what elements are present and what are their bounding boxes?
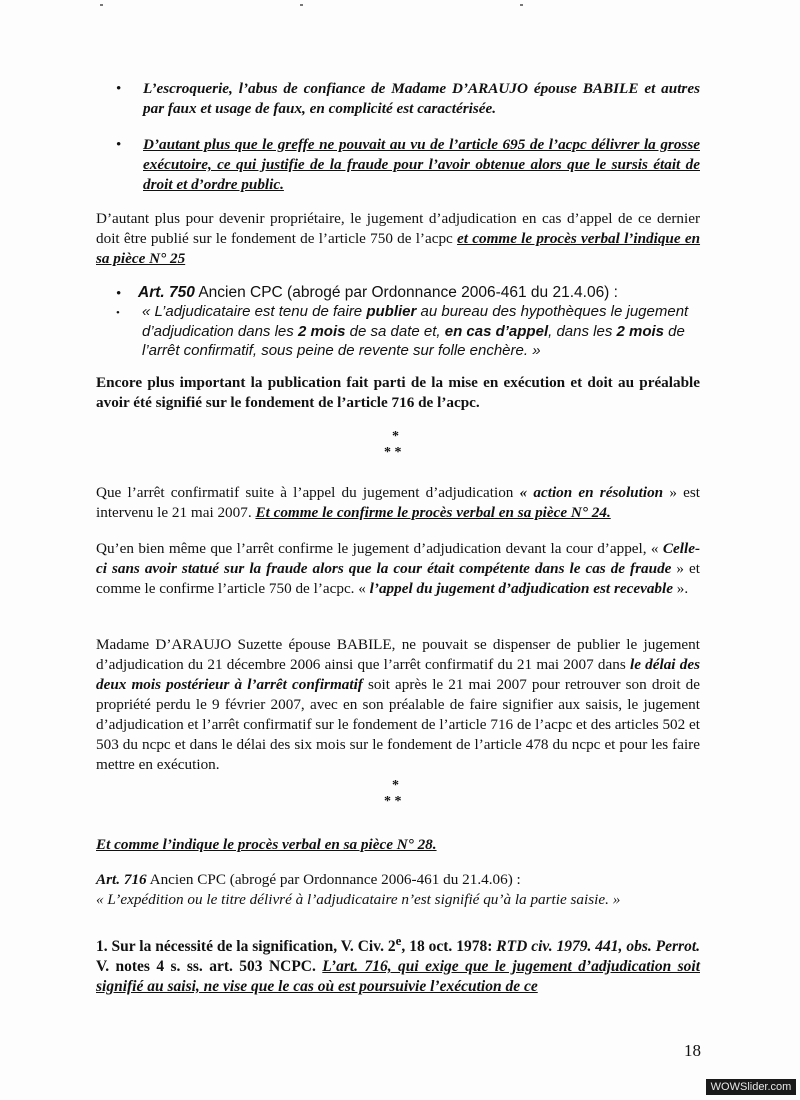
quote-part: « L’adjudicataire est tenu de faire bbox=[142, 303, 367, 320]
paragraph-text: D’autant plus pour devenir propriétaire, le jugement d’adjudication en cas d’appel de ce dernier doit être publié sur le fondement de l’article 750 de l’acpc bbox=[96, 210, 700, 247]
quote-part: de l’arrêt confirmatif, sous peine de revente sur folle enchère. » bbox=[142, 322, 685, 359]
quote-part: en cas d’appel bbox=[444, 322, 549, 340]
bullet-escroquerie: L’escroquerie, l’abus de confiance de Madame D’ARAUJO épouse BABILE et autres par faux et usage de faux, en complicité est caractérisée. bbox=[143, 80, 700, 117]
text-part: Madame D’ARAUJO Suzette épouse BABILE, ne pouvait se dispenser de publier le jugement d’adjudication du 21 décembre 2006 ainsi que l’arrêt confirmatif du 21 mai 2007 dans bbox=[96, 636, 700, 673]
paragraph-araujo bbox=[96, 635, 700, 775]
article-quote: « L’expédition ou le titre délivré à l’adjudicataire n’est signifié qu’à la partie saisie. » bbox=[96, 891, 621, 908]
bullet-dot: • bbox=[116, 136, 122, 153]
article-750-quote bbox=[142, 302, 698, 361]
separator-star: * bbox=[392, 429, 399, 444]
scan-mark bbox=[100, 4, 103, 6]
bullet-dot: • bbox=[116, 285, 122, 302]
quote-part: de sa date et, bbox=[345, 322, 445, 340]
piece-reference: Et comme le confirme le procès verbal en sa pièce N° 24. bbox=[255, 504, 611, 521]
separator-star: * bbox=[392, 778, 399, 793]
text-part: ». bbox=[672, 580, 689, 597]
text-part: » est intervenu le 21 mai 2007. bbox=[96, 484, 701, 521]
text-part: RTD civ. 1979. 441, obs. Perrot. bbox=[496, 938, 701, 956]
text-part: L’art. 716, qui exige que le jugement d’adjudication soit signifié au saisi, ne vise que le cas où est poursuivie l’exécution de ce bbox=[96, 958, 700, 996]
scan-mark bbox=[520, 4, 523, 6]
article-750-heading bbox=[138, 283, 698, 303]
bullet-greffe-text: D’autant plus que le greffe ne pouvait au vu de l’article 695 de l’acpc délivrer la grosse exécutoire, ce qui justifie de la fraude pour l’avoir obtenue alors que le sursis était de droit et d’ordre public. bbox=[143, 136, 700, 193]
watermark-badge: WOWSlider.com bbox=[706, 1079, 796, 1095]
quote-part: publier bbox=[366, 303, 417, 320]
paragraph-cour-appel bbox=[96, 539, 700, 599]
page-number: 18 bbox=[684, 1041, 701, 1060]
text-part: « action en résolution bbox=[519, 484, 664, 501]
quote-part: , dans les bbox=[548, 322, 617, 340]
quote-part: 2 mois bbox=[616, 322, 665, 340]
quote-part: 2 mois bbox=[297, 322, 346, 340]
text-part: l’appel du jugement d’adjudication est recevable bbox=[369, 580, 673, 597]
text-part: , 18 oct. 1978: bbox=[401, 938, 497, 956]
article-716 bbox=[96, 870, 700, 910]
article-source: Ancien CPC (abrogé par Ordonnance 2006-461 du 21.4.06) : bbox=[146, 871, 521, 888]
article-source: Ancien CPC (abrogé par Ordonnance 2006-461 du 21.4.06) : bbox=[194, 284, 618, 301]
piece-reference: et comme le procès verbal l’indique en sa pièce N° 25 bbox=[96, 230, 701, 267]
paragraph-important: Encore plus important la publication fait parti de la mise en exécution et doit au préalable avoir été signifié sur le fondement de l’article 716 de l’acpc. bbox=[96, 374, 700, 411]
paragraph-arret-confirmatif bbox=[96, 483, 700, 523]
bullet-dot: • bbox=[116, 307, 120, 319]
scan-mark bbox=[300, 4, 303, 6]
bullet-dot: • bbox=[116, 80, 122, 97]
text-part: Celle-ci sans avoir statué sur la fraude alors que la cour était compétente dans le cas de fraude bbox=[96, 540, 700, 577]
article-label: Art. 716 bbox=[96, 871, 147, 888]
text-part: Que l’arrêt confirmatif suite à l’appel du jugement d’adjudication bbox=[96, 484, 520, 501]
separator-stars: * * bbox=[384, 794, 402, 809]
quote-part: au bureau des hypothèques le jugement d’adjudication dans les bbox=[142, 303, 689, 340]
bullet-greffe bbox=[143, 135, 700, 195]
text-part: V. notes 4 s. ss. art. 503 NCPC. bbox=[96, 958, 323, 976]
text-part: le délai des deux mois postérieur à l’arrêt confirmatif bbox=[96, 656, 700, 693]
text-part: soit après le 21 mai 2007 pour retrouver son droit de propriété perdu le 9 février 2007, avec en son préalable de faire signifier aux saisis, le jugement d’adjudication et l’arrêt confirmatif sur le fondement de l’article 716 de l’acpc et des articles 502 et 503 du ncpc et dans le délai des six mois sur le fondement de l’article 478 du ncpc et pour les faire mettre en exécution. bbox=[96, 676, 700, 773]
separator-stars: * * bbox=[384, 445, 402, 460]
text-part: Qu’en bien même que l’arrêt confirme le jugement d’adjudication devant la cour d’appel, « bbox=[96, 540, 663, 557]
footnote-signification bbox=[96, 931, 700, 997]
piece-reference-28: Et comme l’indique le procès verbal en sa pièce N° 28. bbox=[96, 836, 437, 853]
text-part: e bbox=[395, 933, 402, 948]
text-part: 1. Sur la nécessité de la signification, V. Civ. 2 bbox=[96, 938, 396, 956]
article-label: Art. 750 bbox=[138, 284, 195, 301]
paragraph-publication bbox=[96, 209, 700, 269]
text-part: » et comme le confirme l’article 750 de l’acpc. « bbox=[96, 560, 700, 597]
